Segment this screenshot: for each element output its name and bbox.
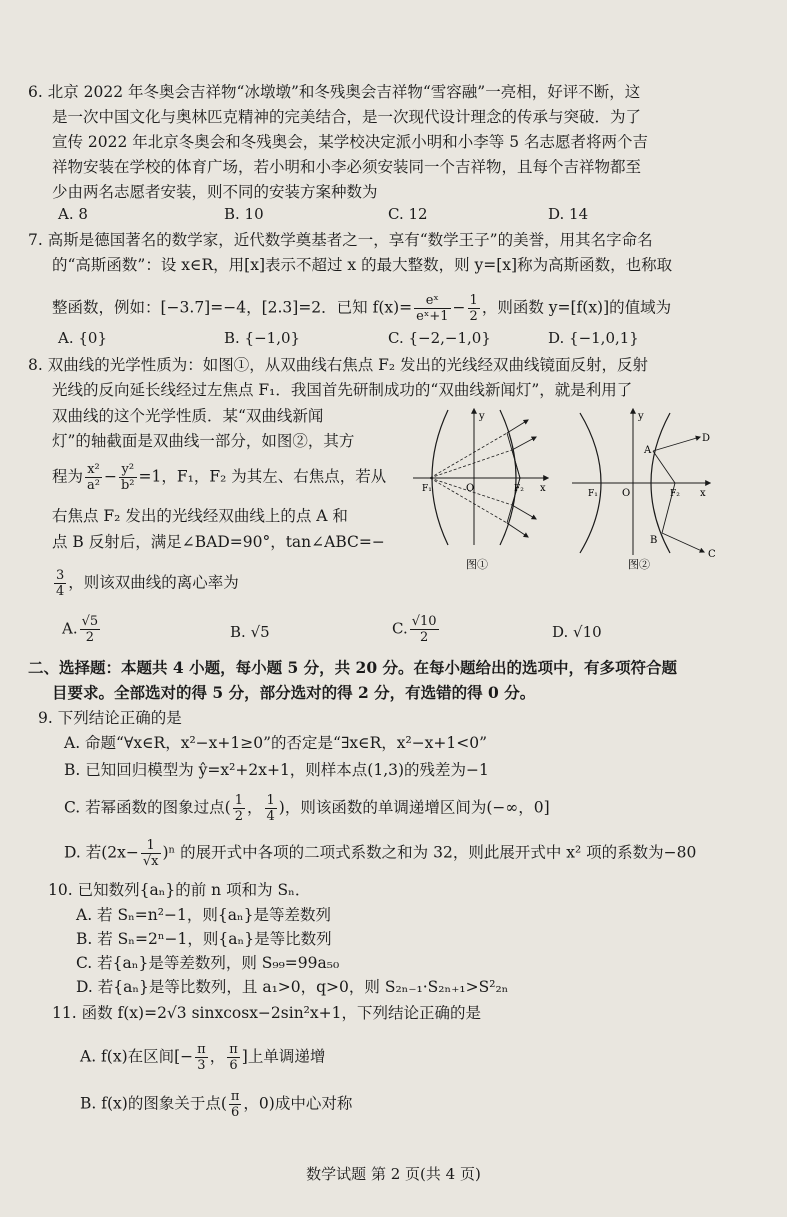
q11-b-den: 6 <box>231 1105 240 1120</box>
q7-line-3-text: 整函数，例如：[−3.7]=−4，[2.3]=2．已知 f(x)= <box>52 298 413 317</box>
q8-option-a-fraction <box>80 614 101 645</box>
q8-tan-fraction <box>54 568 66 599</box>
fig2-label-d: D <box>702 433 711 444</box>
q8-eq-minus: − <box>103 467 117 486</box>
fig2-label-x: x <box>700 488 706 499</box>
q11-a-den-1: 3 <box>197 1058 206 1073</box>
fig2-label-o: O <box>622 488 631 499</box>
q8-eq-frac-y <box>119 462 137 493</box>
fig1-label-f2: F₂ <box>514 484 524 494</box>
q11-a-comma: ， <box>209 1047 226 1066</box>
q8-line-5-tail: =1，F₁，F₂ 为其左、右焦点，若从 <box>138 467 387 486</box>
q9-c-num-2: 1 <box>266 793 275 808</box>
q8-eq-den-b: b² <box>120 478 135 493</box>
q8-eq-num-x: x² <box>85 462 102 478</box>
q8-line-3: 双曲线的这个光学性质．某“双曲线新闻 <box>52 407 324 425</box>
q10-option-b: B. 若 Sₙ=2ⁿ−1，则{aₙ}是等比数列 <box>76 930 332 948</box>
fig1-label-y: y <box>479 411 485 422</box>
q8-option-a <box>62 614 102 645</box>
q11-option-a <box>80 1042 325 1073</box>
q7-frac2-numerator: 1 <box>469 293 478 308</box>
q9-c-frac-1 <box>233 793 245 824</box>
q8-eq-den-a: a² <box>87 478 100 493</box>
q11-a-suffix: ]上单调递增 <box>241 1047 326 1066</box>
q6-option-b: B. 10 <box>224 205 264 223</box>
q9-option-a: A. 命题“∀x∈R，x²−x+1≥0”的否定是“∃x∈R，x²−x+1<0” <box>64 734 488 752</box>
q6-line-2: 是一次中国文化与奥林匹克精神的完美结合，是一次现代设计理念的传承与突破．为了 <box>52 108 642 126</box>
q8-option-c <box>392 614 441 645</box>
q11-a-prefix: A. f(x)在区间[− <box>80 1047 194 1066</box>
q9-option-d <box>64 838 696 869</box>
q6-option-d: D. 14 <box>548 205 589 223</box>
q9-c-den-1: 2 <box>234 809 243 824</box>
q8-option-a-num: √5 <box>81 614 99 629</box>
fig1-label-x: x <box>540 483 546 494</box>
q11-option-b <box>80 1089 352 1120</box>
q11-a-den-2: 6 <box>229 1058 238 1073</box>
q6-line-1: 6. 北京 2022 年冬奥会吉祥物“冰墩墩”和冬残奥会吉祥物“雪容融”一亮相，好评不断，这 <box>28 83 641 101</box>
q9-c-num-1: 1 <box>234 793 243 808</box>
q8-tan-num: 3 <box>56 568 65 583</box>
q10-option-d: D. 若{aₙ}是等比数列，且 a₁>0，q>0，则 S₂ₙ₋₁·S₂ₙ₊₁>S²₂ₙ <box>76 978 509 996</box>
fig2-label-a: A <box>644 445 652 456</box>
q8-option-a-letter: A. <box>62 619 78 638</box>
section2-heading-line-1: 二、选择题：本题共 4 小题，每小题 5 分，共 20 分。在每小题给出的选项中，有多项符合题 <box>28 658 678 677</box>
q8-eq-frac-x <box>85 462 102 493</box>
q7-line-3 <box>52 293 671 324</box>
q11-a-num-2: π <box>229 1042 238 1057</box>
q6-line-3: 宣传 2022 年北京冬奥会和冬残奥会，某学校决定派小明和小李等 5 名志愿者将两个吉 <box>52 133 649 151</box>
q8-option-c-den: 2 <box>419 630 429 645</box>
q8-option-b <box>230 622 270 642</box>
q8-eq-num-y: y² <box>119 462 137 478</box>
fig1-caption: 图① <box>466 558 488 571</box>
q11-b-suffix: ，0)成中心对称 <box>243 1094 353 1113</box>
q7-frac2-denominator: 2 <box>469 309 478 324</box>
q8-option-b-letter: B. <box>230 623 246 641</box>
q7-option-c: C. {−2,−1,0} <box>388 329 491 347</box>
q8-figure-1 <box>408 405 556 575</box>
q9-d-frac <box>141 838 161 869</box>
q8-option-b-text: √5 <box>250 623 270 641</box>
q9-d-suffix: )ⁿ 的展开式中各项的二项式系数之和为 32，则此展开式中 x² 项的系数为−80 <box>162 843 697 862</box>
fig2-label-y: y <box>638 411 644 422</box>
q7-fraction-2 <box>468 293 480 324</box>
q9-d-prefix: D. 若(2x− <box>64 843 139 862</box>
q7-frac1-denominator: eˣ+1 <box>416 309 449 324</box>
fig2-caption: 图② <box>628 558 650 571</box>
q8-line-5 <box>52 462 386 493</box>
q9-c-den-2: 4 <box>266 809 275 824</box>
q8-line-2: 光线的反向延长线经过左焦点 F₁．我国首先研制成功的“双曲线新闻灯”，就是利用了 <box>52 381 633 399</box>
q11-a-frac-2 <box>227 1042 240 1073</box>
q9-c-prefix: C. 若幂函数的图象过点( <box>64 798 231 817</box>
q7-frac1-numerator: eˣ <box>414 293 450 309</box>
fig1-label-o: O <box>466 483 475 494</box>
q8-option-d-letter: D. <box>552 623 569 641</box>
q11-a-frac-1 <box>195 1042 208 1073</box>
q7-line-3-tail: ，则函数 y=[f(x)]的值域为 <box>481 298 672 317</box>
q7-option-b: B. {−1,0} <box>224 329 301 347</box>
q8-tan-den: 4 <box>56 584 65 599</box>
q9-d-num: 1 <box>141 838 161 854</box>
q8-option-c-num: √10 <box>411 614 437 629</box>
q8-option-d-text: √10 <box>573 623 602 641</box>
q10-stem: 10. 已知数列{aₙ}的前 n 项和为 Sₙ． <box>48 881 311 899</box>
q8-figure-2 <box>570 405 722 575</box>
q8-line-7: 点 B 反射后，满足∠BAD=90°，tan∠ABC=− <box>52 533 385 551</box>
q6-option-a: A. 8 <box>58 205 88 223</box>
q6-line-4: 祥物安装在学校的体育广场，若小明和小李必须安装同一个吉祥物，且每个吉祥物都至 <box>52 158 642 176</box>
fig2-label-f1: F₁ <box>588 489 598 499</box>
q6-line-5: 少由两名志愿者安装，则不同的安装方案种数为 <box>52 183 378 201</box>
q7-line-2: 的“高斯函数”：设 x∈R，用[x]表示不超过 x 的最大整数，则 y=[x]称为高斯函数，也称取 <box>52 256 673 274</box>
fig1-label-f1: F₁ <box>422 484 432 494</box>
q11-b-prefix: B. f(x)的图象关于点( <box>80 1094 227 1113</box>
fig2-label-b: B <box>650 535 658 546</box>
q8-option-c-letter: C. <box>392 619 408 638</box>
q8-line-6: 右焦点 F₂ 发出的光线经双曲线上的点 A 和 <box>52 507 348 525</box>
q9-c-frac-2 <box>265 793 277 824</box>
q7-fraction-1 <box>414 293 450 324</box>
q8-option-a-den: 2 <box>85 630 95 645</box>
section2-heading-line-2: 目要求。全部选对的得 5 分，部分选对的得 2 分，有选错的得 0 分。 <box>52 683 536 702</box>
q8-eq-prefix: 程为 <box>52 467 84 486</box>
q9-option-b: B. 已知回归模型为 ŷ=x²+2x+1，则样本点(1,3)的残差为−1 <box>64 761 489 779</box>
q8-line-4: 灯”的轴截面是双曲线一部分，如图②，其方 <box>52 432 355 450</box>
q8-line-8-text: ，则该双曲线的离心率为 <box>68 573 239 592</box>
q8-option-d <box>552 622 602 642</box>
fig2-label-c: C <box>708 549 716 560</box>
q6-option-c: C. 12 <box>388 205 428 223</box>
q7-option-d: D. {−1,0,1} <box>548 329 639 347</box>
q7-line-1: 7. 高斯是德国著名的数学家，近代数学奠基者之一，享有“数学王子”的美誉，用其名字命名 <box>28 231 653 249</box>
q11-a-num-1: π <box>197 1042 206 1057</box>
q9-option-c <box>64 793 550 824</box>
page-footer: 数学试题 第 2 页(共 4 页) <box>306 1165 481 1183</box>
q8-line-8 <box>52 568 239 599</box>
q9-c-suffix: )，则该函数的单调递增区间为(−∞，0] <box>278 798 550 817</box>
q7-option-a: A. {0} <box>58 329 107 347</box>
fig2-label-f2: F₂ <box>670 489 680 499</box>
q11-stem: 11. 函数 f(x)=2√3 sinxcosx−2sin²x+1，下列结论正确的是 <box>52 1004 481 1022</box>
q11-b-num: π <box>230 1089 240 1104</box>
q9-d-den: √x <box>142 854 159 869</box>
q9-stem: 9. 下列结论正确的是 <box>38 709 182 727</box>
q11-b-frac <box>229 1089 242 1120</box>
q10-option-c: C. 若{aₙ}是等差数列，则 S₉₉=99a₅₀ <box>76 954 340 972</box>
q9-c-comma: ， <box>247 798 263 817</box>
q10-option-a: A. 若 Sₙ=n²−1，则{aₙ}是等差数列 <box>76 906 332 924</box>
q8-option-c-fraction <box>410 614 439 645</box>
q8-line-1: 8. 双曲线的光学性质为：如图①，从双曲线右焦点 F₂ 发出的光线经双曲线镜面反射，反射 <box>28 356 649 374</box>
q7-minus: − <box>452 298 466 317</box>
